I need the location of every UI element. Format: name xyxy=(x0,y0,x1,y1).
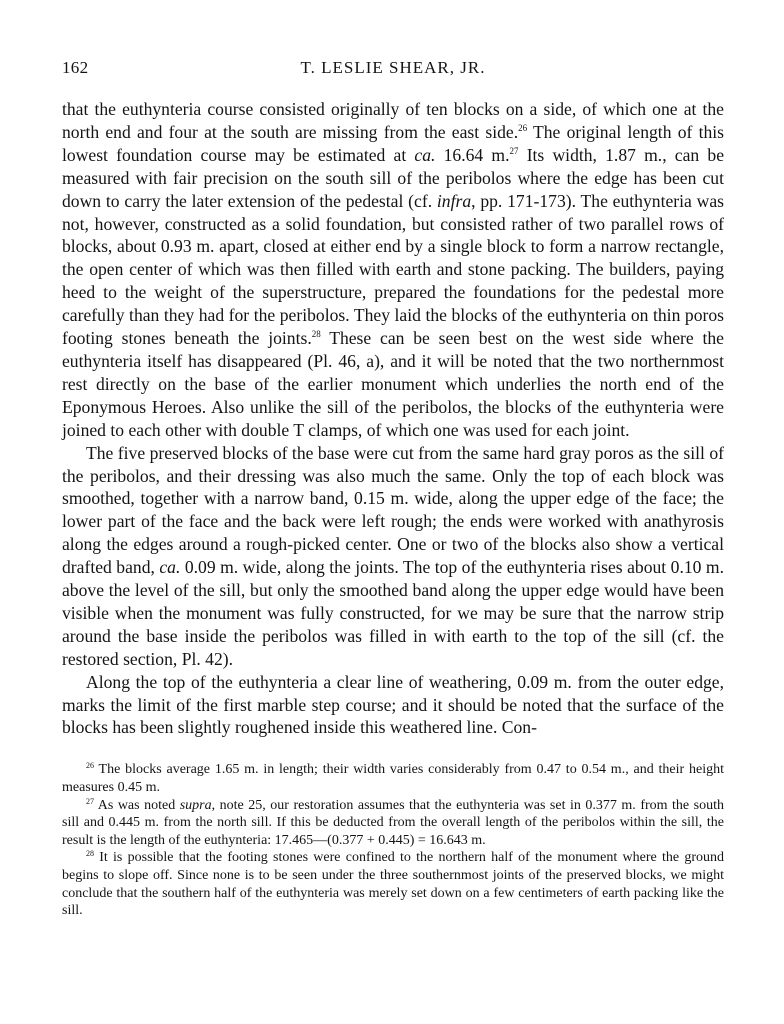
text-run: 16.64 m. xyxy=(435,144,510,165)
body-text xyxy=(62,98,724,739)
footnote-ref: 28 xyxy=(311,329,321,340)
paragraph xyxy=(62,98,724,442)
italic-text: infra xyxy=(436,190,472,211)
footnote-number: 27 xyxy=(86,796,94,806)
footnote-number: 26 xyxy=(86,761,94,771)
text-run: The five preserved blocks of the base were cut from the same hard gray poros as the sill of the peribolos, and their dressing was also much the same. Only the top of each block was smoothed, together with a narrow band, 0.15 m. wide, along the upper edge of the face; the lower part of the face and the back were left rough; the ends were worked with anathyrosis along the edges around a rough-picked center. One or two of the blocks also show a vertical drafted band, xyxy=(62,442,724,578)
running-head: T. LESLIE SHEAR, JR. xyxy=(300,58,486,77)
text-run: The original length of this lowest foundation course may be estimated at xyxy=(62,121,724,165)
page xyxy=(62,58,724,920)
text-run: These can be seen best on the west side where the euthynteria itself has disappeared (Pl. 46, a), and it will be noted that the two northernmost rest directly on the base of the earlier monument which underlies the north end of the Eponymous Heroes. Also unlike the sill of the peribolos, the blocks of the euthynteria were joined to each other with double T clamps, of which one was used for each joint. xyxy=(62,328,724,440)
text-run: that the euthynteria course consisted originally of ten blocks on a side, of which one at the north end and four at the south are missing from the east side. xyxy=(62,99,724,142)
text-run: Its width, 1.87 m., can be measured with fair precision on the south sill of the peribolos where the edge has been cut down to carry the later extension of the pedestal (cf. xyxy=(62,144,725,211)
text-run: Along the top of the euthynteria a clear line of weathering, 0.09 m. from the outer edge, marks the limit of the first marble step course; and it should be noted that the surface of the blocks has been slightly roughened inside this weathered line. Con- xyxy=(62,671,724,738)
page-number: 162 xyxy=(62,58,89,77)
footnote-number: 28 xyxy=(86,849,94,859)
text-run: , pp. 171-173). The euthynteria was not, however, constructed as a solid foundation, but consisted rather of two parallel rows of blocks, about 0.93 m. apart, closed at either end by a single block to form a narrow rectangle, the open center of which was then filled with earth and stone packing. The builders, paying heed to the weight of the superstructure, prepared the foundations for the pedestal more carefully than they had for the peribolos. They laid the blocks of the euthynteria on thin poros footing stones beneath the joints. xyxy=(62,190,724,349)
text-run: It is possible that the footing stones were confined to the northern half of the monument where the ground begins to slope off. Since none is to be seen under the three southernmost joints of the preserved blocks, we might conclude that the southern half of the euthynteria was merely set down on a few centimeters of earth packing like the sill. xyxy=(62,850,724,919)
footnote xyxy=(62,849,724,919)
page-header xyxy=(62,58,724,82)
italic-text: ca. xyxy=(159,557,181,578)
text-run: 0.09 m. wide, along the joints. The top of the euthynteria rises about 0.10 m. above the level of the sill, but only the smoothed band along the upper edge would have been visible when the monument was fully constructed, for we may be sure that the narrow strip around the base inside the peribolos was filled in with earth to the top of the sill (cf. the restored section, Pl. 42). xyxy=(62,557,724,669)
footnotes xyxy=(62,761,724,919)
text-run: , note 25, our restoration assumes that the euthynteria was set in 0.377 m. from the south sill and 0.445 m. from the north sill. If this be deducted from the overall length of the peribolos within the sill, the result is the length of the euthynteria: 17.465—(0.377 + 0.445) = 16.643 m. xyxy=(62,797,725,848)
paragraph xyxy=(62,442,724,671)
footnote-ref: 26 xyxy=(518,122,528,133)
paragraph xyxy=(62,671,724,740)
footnote xyxy=(62,761,724,796)
footnote xyxy=(62,797,724,850)
footnote-ref: 27 xyxy=(509,145,519,156)
italic-text: ca. xyxy=(414,144,436,165)
text-run: The blocks average 1.65 m. in length; their width varies considerably from 0.47 to 0.54 m., and their height measures 0.45 m. xyxy=(62,762,724,795)
italic-text: supra xyxy=(179,797,212,813)
text-run: As was noted xyxy=(94,797,180,813)
